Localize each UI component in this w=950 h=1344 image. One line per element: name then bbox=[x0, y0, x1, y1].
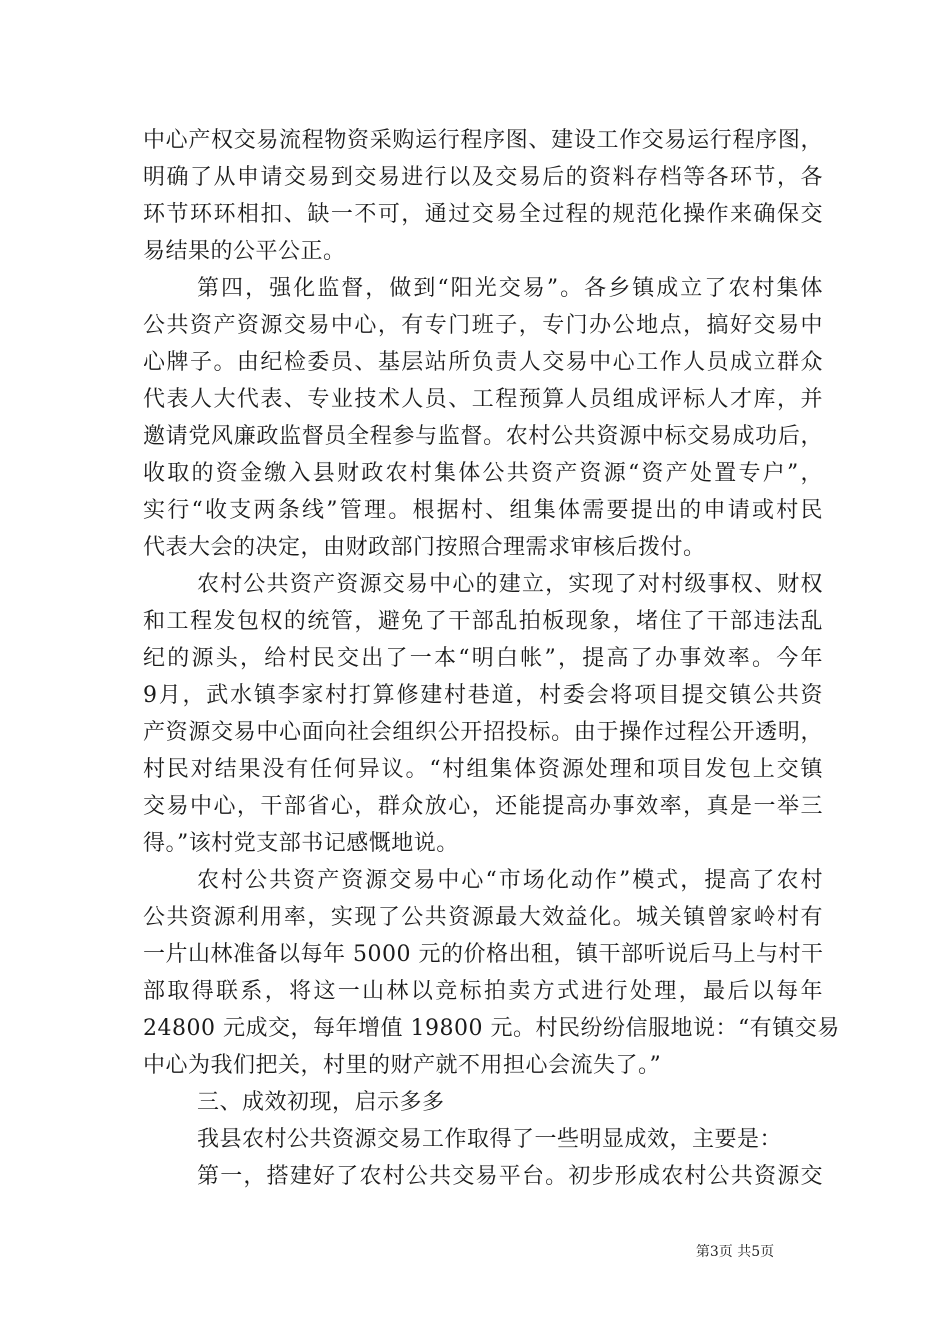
text-line-23: 一片山林准备以每年 5000 元的价格出租，镇干部听说后马上与村干 bbox=[143, 942, 824, 967]
text-line-15: 纪的源头，给村民交出了一本“明白帐”，提高了办事效率。今年 bbox=[143, 646, 823, 671]
text-line-12: 代表大会的决定，由财政部门按照合理需求审核后拨付。 bbox=[143, 535, 706, 560]
text-line-3: 环节环环相扣、缺一不可，通过交易全过程的规范化操作来确保交 bbox=[143, 202, 823, 227]
footer-middle: 页 共 bbox=[718, 1244, 752, 1260]
text-line-4: 易结果的公平公正。 bbox=[143, 239, 346, 264]
footer-suffix: 页 bbox=[760, 1244, 775, 1260]
text-line-1: 中心产权交易流程物资采购运行程序图、建设工作交易运行程序图， bbox=[143, 128, 823, 153]
text-line-16: 9月，武水镇李家村打算修建村巷道，村委会将项目提交镇公共资 bbox=[143, 683, 823, 708]
text-line-18: 村民对结果没有任何异议。“村组集体资源处理和项目发包上交镇 bbox=[143, 757, 823, 782]
text-line-8: 代表人大代表、专业技术人员、工程预算人员组成评标人才库，并 bbox=[143, 387, 823, 412]
footer-total-pages: 5 bbox=[751, 1244, 761, 1260]
text-line-9: 邀请党风廉政监督员全程参与监督。农村公共资源中标交易成功后， bbox=[143, 424, 823, 449]
text-line-7: 心牌子。由纪检委员、基层站所负责人交易中心工作人员成立群众 bbox=[143, 350, 823, 375]
text-line-21: 农村公共资产资源交易中心“市场化动作”模式，提高了农村 bbox=[197, 868, 823, 893]
footer-prefix: 第 bbox=[695, 1244, 710, 1260]
text-line-25: 24800 元成交，每年增值 19800 元。村民纷纷信服地说：“有镇交易 bbox=[143, 1016, 840, 1041]
section-heading: 三、成效初现，启示多多 bbox=[197, 1090, 445, 1115]
text-line-2: 明确了从申请交易到交易进行以及交易后的资料存档等各环节，各 bbox=[143, 165, 823, 190]
body-text bbox=[143, 122, 840, 1195]
text-line-28: 我县农村公共资源交易工作取得了一些明显成效，主要是： bbox=[197, 1127, 783, 1152]
text-line-6: 公共资产资源交易中心，有专门班子，专门办公地点，搞好交易中 bbox=[143, 313, 823, 338]
text-line-14: 和工程发包权的统管，避免了干部乱拍板现象，堵住了干部违法乱 bbox=[143, 609, 823, 634]
text-line-11: 实行“收支两条线”管理。根据村、组集体需要提出的申请或村民 bbox=[143, 498, 823, 523]
text-line-10: 收取的资金缴入县财政农村集体公共资产资源“资产处置专户”， bbox=[143, 461, 823, 486]
text-line-5: 第四，强化监督，做到“阳光交易”。各乡镇成立了农村集体 bbox=[197, 276, 823, 301]
text-line-26: 中心为我们把关，村里的财产就不用担心会流失了。” bbox=[143, 1053, 662, 1078]
text-line-24: 部取得联系，将这一山林以竞标拍卖方式进行处理，最后以每年 bbox=[143, 979, 823, 1004]
text-line-20: 得。”该村党支部书记感慨地说。 bbox=[143, 831, 459, 856]
text-line-22: 公共资源利用率，实现了公共资源最大效益化。城关镇曾家岭村有 bbox=[143, 905, 823, 930]
text-line-17: 产资源交易中心面向社会组织公开招投标。由于操作过程公开透明， bbox=[143, 720, 823, 745]
text-line-13: 农村公共资产资源交易中心的建立，实现了对村级事权、财权 bbox=[197, 572, 823, 597]
footer-current-page: 3 bbox=[709, 1244, 719, 1260]
text-line-19: 交易中心，干部省心，群众放心，还能提高办事效率，真是一举三 bbox=[143, 794, 823, 819]
text-line-29: 第一，搭建好了农村公共交易平台。初步形成农村公共资源交 bbox=[197, 1164, 823, 1189]
page-footer bbox=[0, 1243, 950, 1261]
